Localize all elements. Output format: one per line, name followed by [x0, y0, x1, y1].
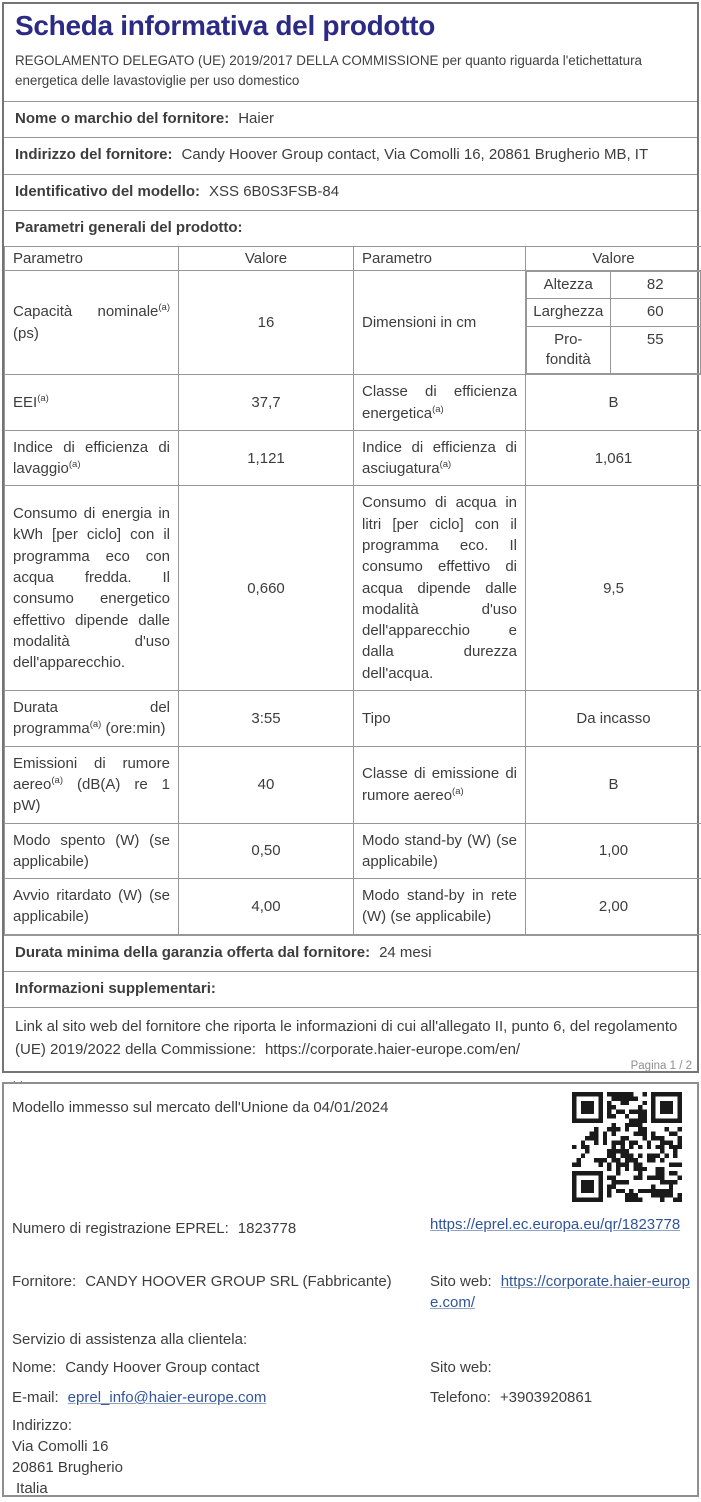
- value-cell: 4,00: [179, 879, 354, 935]
- parameter-cell: Modo stand-by (W) (se applicabile): [354, 823, 526, 879]
- service-sito-web-row: [430, 1357, 696, 1378]
- supplier-link-row: [4, 1007, 697, 1071]
- sito-web-block: [430, 1271, 696, 1313]
- telefono-row: [430, 1387, 696, 1408]
- parameter-cell: Consumo di acqua in litri [per ciclo] con il programma eco. Il consumo effettivo di acqua dipende dalle modalità d'uso dell'apparecchio e dalla durezza dell'acqua.: [354, 486, 526, 691]
- service-sito-web-label: Sito web:: [430, 1359, 492, 1376]
- parameter-cell: Durata del programma$^{(a)}$ (ore:min): [5, 691, 179, 747]
- dimension-label: Pro-fondità: [527, 326, 611, 374]
- value-cell: 1,061: [526, 430, 701, 486]
- supplier-address-value: Candy Hoover Group contact, Via Comolli 16, 20861 Brugherio MB, IT: [182, 146, 649, 163]
- value-cell: B: [526, 375, 701, 431]
- param-table-row: [5, 430, 701, 486]
- page-number: Pagina 1 / 2: [631, 1060, 692, 1072]
- parameter-cell: Emissioni di rumore aereo$^{(a)}$ (dB(A) re 1 pW): [5, 746, 179, 823]
- parameter-cell: Classe di emissione di rumore aereo$^{(a)}$: [354, 746, 526, 823]
- model-id-label: Identificativo del modello:: [15, 183, 200, 200]
- eprel-value: 1823778: [238, 1220, 296, 1237]
- address-block: [12, 1415, 424, 1499]
- dimension-value: 55: [610, 326, 700, 374]
- value-cell: 37,7: [179, 375, 354, 431]
- dimensions-cell: [526, 271, 701, 375]
- sito-web-label: Sito web:: [430, 1273, 492, 1290]
- param-table-row: [5, 375, 701, 431]
- fiche-header: [4, 4, 697, 101]
- value-cell: 3:55: [179, 691, 354, 747]
- parameter-cell: Consumo di energia in kWh [per ciclo] con il programma eco con acqua fredda. Il consumo energetico effettivo dipende dalle modalità d'uso dell'apparecchio.: [5, 486, 179, 691]
- param-table-row: [5, 746, 701, 823]
- param-table-body: [5, 271, 701, 935]
- additional-info-heading-row: [4, 971, 697, 1007]
- param-table-row: [5, 691, 701, 747]
- eprel-link-block: [430, 1214, 696, 1235]
- general-params-heading-row: [4, 210, 697, 246]
- value-cell: 1,00: [526, 823, 701, 879]
- address-line-3: Italia: [12, 1478, 424, 1499]
- sito-web-link[interactable]: https://corporate.haier-europe.com/: [430, 1273, 690, 1311]
- parameter-cell: Indice di efficienza di lavaggio$^{(a)}$: [5, 430, 179, 486]
- parameter-cell: Classe di efficienza energetica$^{(a)}$: [354, 375, 526, 431]
- product-fiche-box: [2, 2, 699, 1073]
- fornitore-label: Fornitore:: [12, 1273, 76, 1290]
- col-header-valore-2: Valore: [526, 247, 701, 271]
- dimensions-subtable: [526, 271, 701, 374]
- dimension-value: 60: [610, 299, 700, 326]
- fornitore-row: [12, 1271, 424, 1292]
- warranty-value: 24 mesi: [379, 944, 432, 961]
- dimension-row: [527, 326, 701, 374]
- eprel-label: Numero di registrazione EPREL:: [12, 1220, 229, 1237]
- supplier-name-value: Haier: [238, 110, 274, 127]
- col-header-parametro-2: Parametro: [354, 247, 526, 271]
- param-table-row: [5, 271, 701, 375]
- supplier-address-row: [4, 137, 697, 173]
- parameter-cell: Indice di efficienza di asciugatura$^{(a)}$: [354, 430, 526, 486]
- eprel-link[interactable]: https://eprel.ec.europa.eu/qr/1823778: [430, 1216, 680, 1233]
- model-market-line: Modello immesso sul mercato dell'Unione da 04/01/2024: [12, 1097, 424, 1118]
- supplier-name-row: [4, 101, 697, 137]
- address-label: Indirizzo:: [12, 1415, 424, 1436]
- parameter-cell: EEI$^{(a)}$: [5, 375, 179, 431]
- service-name-value: Candy Hoover Group contact: [65, 1359, 259, 1376]
- supplier-link-text: Link al sito web del fornitore che riporta le informazioni di cui all'allegato II, punto 6, del regolamento (UE) 2019/2022 della Commissione:: [15, 1018, 677, 1058]
- dimension-label: Altezza: [527, 272, 611, 299]
- warranty-label: Durata minima della garanzia offerta dal fornitore:: [15, 944, 370, 961]
- parameter-cell: Modo stand-by in rete (W) (se applicabile): [354, 879, 526, 935]
- value-cell: 0,660: [179, 486, 354, 691]
- qr-code-svg: [572, 1092, 682, 1202]
- dimension-row: [527, 299, 701, 326]
- address-line-1: Via Comolli 16: [12, 1436, 424, 1457]
- parameter-cell: Tipo: [354, 691, 526, 747]
- value-cell: 1,121: [179, 430, 354, 486]
- fornitore-value: CANDY HOOVER GROUP SRL (Fabbricante): [85, 1273, 391, 1290]
- supplier-link-url: https://corporate.haier-europe.com/en/: [265, 1041, 520, 1058]
- model-id-value: XSS 6B0S3FSB-84: [209, 183, 339, 200]
- param-table-row: [5, 823, 701, 879]
- service-name-row: [12, 1357, 424, 1378]
- value-cell: 0,50: [179, 823, 354, 879]
- dimension-row: [527, 272, 701, 299]
- parameter-cell: Modo spento (W) (se applicabile): [5, 823, 179, 879]
- market-info-box: [2, 1082, 699, 1497]
- email-label: E-mail:: [12, 1389, 59, 1406]
- col-header-valore-1: Valore: [179, 247, 354, 271]
- param-table-header-row: [5, 247, 701, 271]
- value-cell: Da incasso: [526, 691, 701, 747]
- service-heading: Servizio di assistenza alla clientela:: [12, 1329, 424, 1350]
- email-link[interactable]: eprel_info@haier-europe.com: [68, 1389, 267, 1406]
- address-line-2: 20861 Brugherio: [12, 1457, 424, 1478]
- parameters-table: [4, 246, 701, 935]
- model-id-row: [4, 174, 697, 210]
- parameter-cell: Capacità nominale$^{(a)}$ (ps): [5, 271, 179, 375]
- col-header-parametro-1: Parametro: [5, 247, 179, 271]
- dimension-label: Larghezza: [527, 299, 611, 326]
- value-cell: 2,00: [526, 879, 701, 935]
- regulation-subtitle: REGOLAMENTO DELEGATO (UE) 2019/2017 DELLA COMMISSIONE per quanto riguarda l'etichettatura energetica delle lavastoviglie per uso domestico: [15, 51, 686, 91]
- value-cell: 9,5: [526, 486, 701, 691]
- telefono-label: Telefono:: [430, 1389, 491, 1406]
- warranty-row: [4, 935, 697, 971]
- param-table-row: [5, 879, 701, 935]
- qr-code-image: [572, 1092, 682, 1202]
- parameter-cell: Avvio ritardato (W) (se applicabile): [5, 879, 179, 935]
- service-name-label: Nome:: [12, 1359, 56, 1376]
- additional-info-heading: Informazioni supplementari:: [15, 980, 216, 997]
- parameter-cell: Dimensioni in cm: [354, 271, 526, 375]
- value-cell: 40: [179, 746, 354, 823]
- general-params-heading: Parametri generali del prodotto:: [15, 219, 243, 236]
- supplier-address-label: Indirizzo del fornitore:: [15, 146, 173, 163]
- value-cell: 16: [179, 271, 354, 375]
- telefono-value: +3903920861: [500, 1389, 592, 1406]
- page-title: Scheda informativa del prodotto: [15, 10, 686, 42]
- value-cell: B: [526, 746, 701, 823]
- email-row: [12, 1387, 424, 1408]
- supplier-name-label: Nome o marchio del fornitore:: [15, 110, 229, 127]
- dimension-value: 82: [610, 272, 700, 299]
- param-table-row: [5, 486, 701, 691]
- eprel-registration-row: [12, 1218, 424, 1239]
